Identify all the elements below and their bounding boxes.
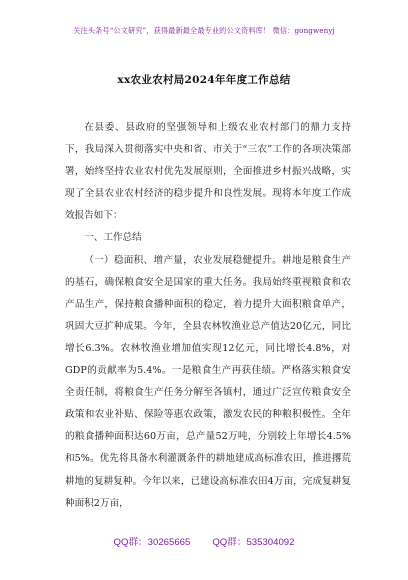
body-paragraph: （一）稳面积、增产量，农业发展稳健提升。耕地是粮食生产的基石，确保粮食安全是国家的重大任务。我局始终重视粮食和农产品生产，保持粮食播种面积的稳定，着力提升大面积粮食单产，巩固大豆扩种成果。今年，全县农林牧渔业总产值达20亿元，同比增长6.3%。农林牧渔业增加值实现12亿元，同比增长4.8%，对GDP的贡献率为5.4%。一是粮食生产再获佳绩。严格落实粮食安全责任制，将粮食生产任务分解至各镇村，通过广泛宣传粮食安全政策和农业补贴、保险等惠农政策，激发农民的种粮积极性。全年的粮食播种面积达60万亩，总产量52万吨，分别较上年增长4.5%和5%。优先将具备水利灌溉条件的耕地建成高标准农田，推进撂荒耕地的复耕复种。今年以来，已建设高标准农田4万亩，完成复耕复种面积2万亩，	[65, 254, 351, 509]
intro-paragraph: 在县委、县政府的坚强领导和上级农业农村部门的鼎力支持下，我局深入贯彻落实中央和省、市关于“三农”工作的各项决策部署，始终坚持农业农村优先发展原则，全面推进乡村振兴战略，实现了全县农业农村经济的稳步提升和良性发展。现将本年度工作成效报告如下：	[65, 122, 351, 222]
footer-contacts	[0, 534, 408, 548]
footer-qq-group-2: QQ群：535304092	[212, 537, 295, 548]
header-banner: 关注头条号“公文研究”，获得最新最全最专业的公文资料库！ 微信：gongwenyj	[73, 26, 335, 35]
document-body	[65, 117, 351, 515]
document-title: xx农业农村局2024年年度工作总结	[117, 74, 291, 86]
section-heading: 一、工作总结	[84, 232, 142, 244]
footer-qq-group-1: QQ群：30265665	[113, 537, 191, 548]
